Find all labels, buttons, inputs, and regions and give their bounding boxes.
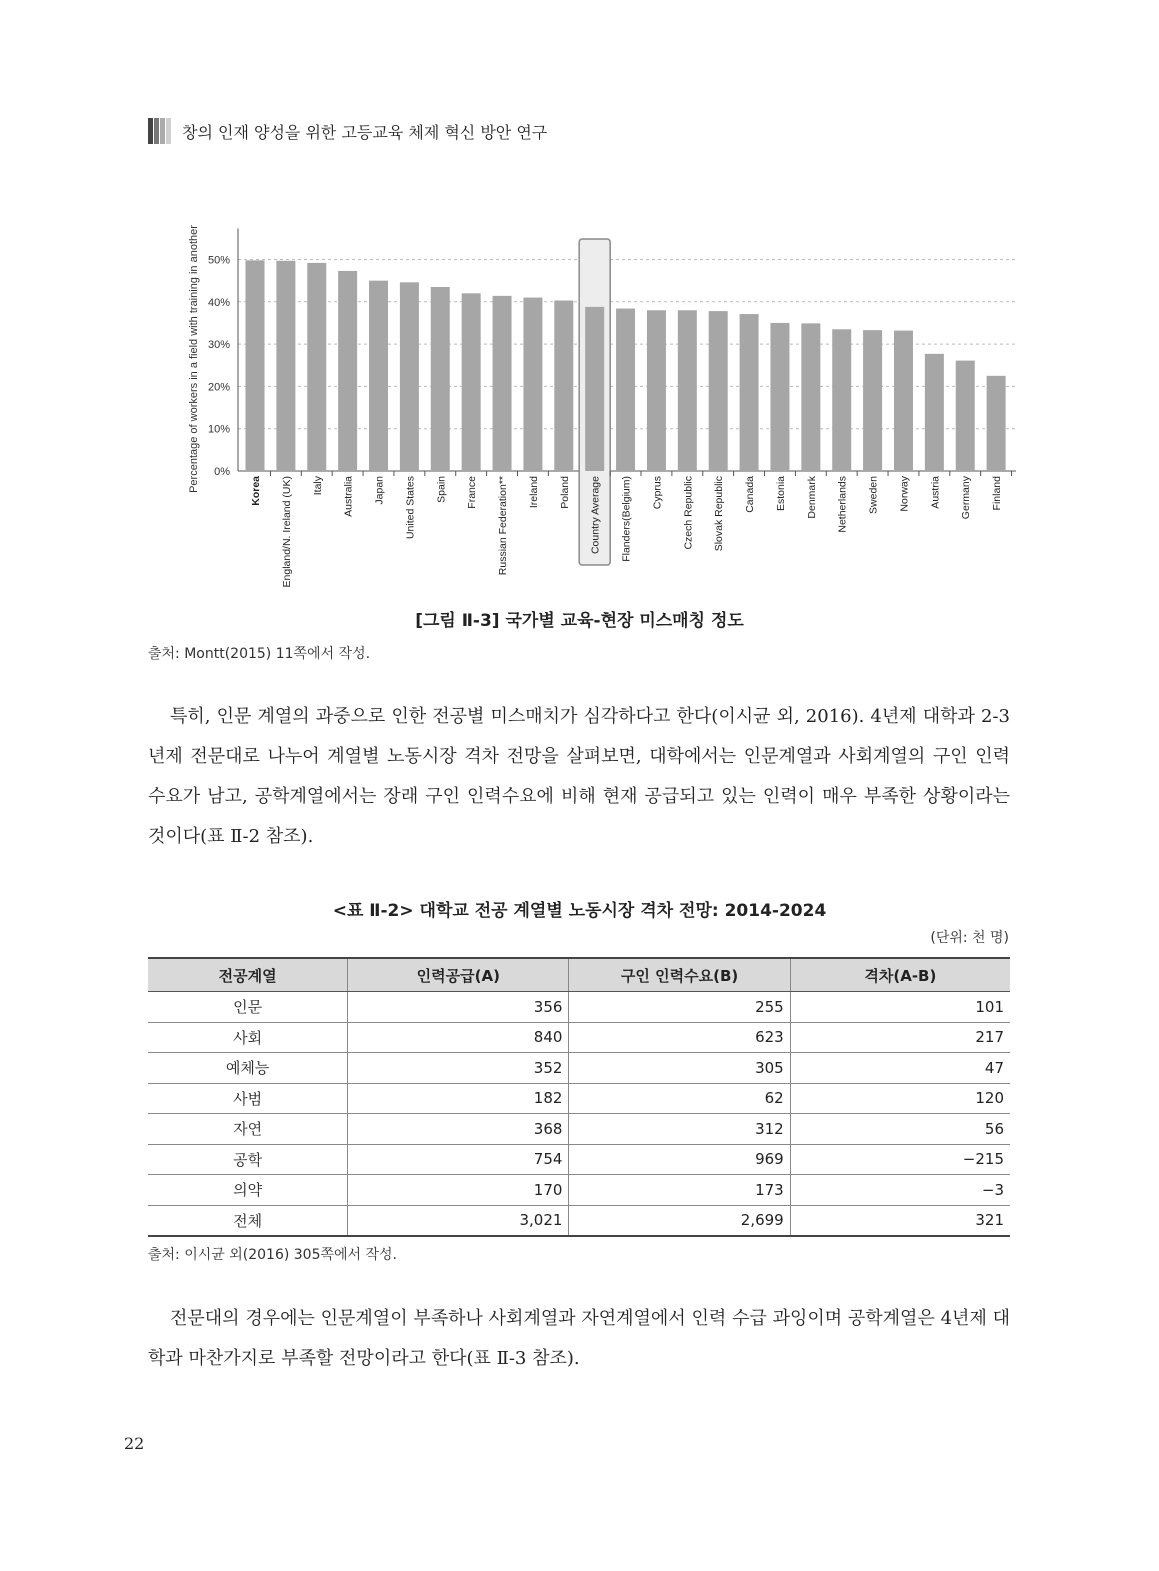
bar <box>616 309 635 471</box>
table-cell-value: 255 <box>569 992 790 1023</box>
x-tick-label: Japan <box>373 476 386 505</box>
table-header-cell: 구인 인력수요(B) <box>569 958 790 992</box>
x-tick-label: France <box>466 476 479 509</box>
bar <box>956 361 975 471</box>
table-cell-category: 사범 <box>148 1083 348 1114</box>
bar <box>770 323 789 471</box>
x-tick-label: Country Average <box>589 476 602 555</box>
table-cell-value: −215 <box>790 1144 1010 1175</box>
bar <box>338 271 357 471</box>
table-cell-value: 120 <box>790 1083 1010 1114</box>
table-header-cell: 전공계열 <box>148 958 348 992</box>
x-tick-label: Estonia <box>774 476 787 512</box>
table-cell-value: 47 <box>790 1053 1010 1084</box>
x-tick-label: Korea <box>250 476 262 506</box>
x-tick-label: Austria <box>929 476 942 509</box>
bar <box>462 293 481 471</box>
table-row <box>148 1083 1010 1114</box>
bar <box>523 298 542 471</box>
table-cell-value: 217 <box>790 1022 1010 1053</box>
table-cell-value: −3 <box>790 1175 1010 1206</box>
x-tick-label: Poland <box>558 476 571 509</box>
table-cell-category: 인문 <box>148 992 348 1023</box>
table-row <box>148 1175 1010 1206</box>
x-tick-label: Australia <box>342 476 355 517</box>
labor-gap-table <box>148 957 1010 1237</box>
bar <box>369 281 388 471</box>
table-cell-value: 3,021 <box>348 1205 569 1236</box>
table-cell-value: 368 <box>348 1114 569 1145</box>
bar <box>894 331 913 471</box>
table-cell-value: 623 <box>569 1022 790 1053</box>
table-source: 출처: 이시균 외(2016) 305쪽에서 작성. <box>148 1247 398 1263</box>
body-paragraph-1: 특히, 인문 계열의 과중으로 인한 전공별 미스매치가 심각하다고 한다(이시균 외, 2016). 4년제 대학과 2-3년제 전문대로 나누어 계열별 노동시장 격차 전망을 살펴보면, 대학에서는 인문계열과 사회계열의 구인 인력 수요가 남고, 공학계열에서는 장래 구인 인력수요에 비해 현재 공급되고 있는 인력이 매우 부족한 상황이라는 것이다(표 Ⅱ-2 참조). <box>148 706 1010 847</box>
x-tick-label: Sweden <box>867 476 880 514</box>
table-cell-value: 312 <box>569 1114 790 1145</box>
table-cell-value: 754 <box>348 1144 569 1175</box>
y-tick-label: 20% <box>207 381 230 394</box>
bar-chart <box>178 212 1028 602</box>
bar <box>678 310 697 471</box>
table-cell-value: 62 <box>569 1083 790 1114</box>
table-header-cell: 인력공급(A) <box>348 958 569 992</box>
y-tick-label: 0% <box>214 466 230 478</box>
table-row <box>148 1022 1010 1053</box>
bar <box>307 263 326 471</box>
table-cell-value: 305 <box>569 1053 790 1084</box>
table-cell-category: 공학 <box>148 1144 348 1175</box>
table-row <box>148 1114 1010 1145</box>
x-tick-label: Canada <box>744 476 757 513</box>
x-tick-label: Norway <box>898 476 911 512</box>
bar <box>554 301 573 471</box>
table-cell-value: 173 <box>569 1175 790 1206</box>
table-body <box>148 992 1010 1237</box>
bar <box>987 376 1006 471</box>
table-row <box>148 992 1010 1023</box>
y-tick-label: 30% <box>207 339 230 352</box>
running-header <box>148 118 547 144</box>
header-title: 창의 인재 양성을 위한 고등교육 체제 혁신 방안 연구 <box>182 122 548 142</box>
x-tick-label: Ireland <box>527 476 540 509</box>
figure-source: 출처: Montt(2015) 11쪽에서 작성. <box>148 646 371 662</box>
table-row <box>148 1205 1010 1236</box>
bar <box>246 260 265 471</box>
table-cell-category: 전체 <box>148 1205 348 1236</box>
header-bar-icon <box>148 118 172 144</box>
table-cell-value: 321 <box>790 1205 1010 1236</box>
bar <box>276 261 295 471</box>
bar <box>740 314 759 471</box>
bar <box>400 282 419 471</box>
x-tick-label: Germany <box>960 476 973 520</box>
table-cell-category: 자연 <box>148 1114 348 1145</box>
table-cell-category: 의약 <box>148 1175 348 1206</box>
table-unit: (단위: 천 명) <box>930 930 1009 946</box>
y-tick-label: 40% <box>207 296 230 309</box>
x-tick-label: Denmark <box>805 476 818 519</box>
table-header-row <box>148 958 1010 992</box>
table-cell-value: 2,699 <box>569 1205 790 1236</box>
x-tick-label: Russian Federation** <box>497 476 510 576</box>
y-axis-label: Percentage of workers in a field with training in another <box>188 225 200 493</box>
table-row <box>148 1053 1010 1084</box>
table-cell-value: 352 <box>348 1053 569 1084</box>
table-cell-value: 356 <box>348 992 569 1023</box>
x-tick-label: United States <box>404 476 417 540</box>
table-caption: <표 Ⅱ-2> 대학교 전공 계열별 노동시장 격차 전망: 2014-2024 <box>332 901 827 921</box>
x-tick-label: Flanders(Belgium) <box>620 476 633 562</box>
x-tick-label: Netherlands <box>836 476 849 533</box>
y-tick-label: 10% <box>207 423 230 436</box>
bar <box>647 310 666 471</box>
bar <box>863 330 882 471</box>
table-cell-category: 예체능 <box>148 1053 348 1084</box>
bar <box>709 311 728 471</box>
bar <box>431 287 450 471</box>
bar <box>493 296 512 471</box>
bar <box>925 354 944 471</box>
y-tick-label: 50% <box>207 254 230 267</box>
x-tick-label: England/N. Ireland (UK) <box>280 476 293 588</box>
page-number: 22 <box>124 1434 145 1453</box>
x-tick-label: Slovak Republic <box>713 476 726 552</box>
x-tick-label: Finland <box>991 476 1004 511</box>
x-tick-label: Spain <box>435 476 448 503</box>
table-cell-value: 969 <box>569 1144 790 1175</box>
x-tick-label: Italy <box>311 476 324 496</box>
table-cell-value: 182 <box>348 1083 569 1114</box>
table-cell-value: 101 <box>790 992 1010 1023</box>
table-cell-value: 170 <box>348 1175 569 1206</box>
table-cell-value: 56 <box>790 1114 1010 1145</box>
x-tick-label: Czech Republic <box>682 476 695 550</box>
figure-caption: [그림 Ⅱ-3] 국가별 교육-현장 미스매칭 정도 <box>415 611 744 631</box>
bar <box>832 329 851 471</box>
body-paragraph-2: 전문대의 경우에는 인문계열이 부족하나 사회계열과 자연계열에서 인력 수급 과잉이며 공학계열은 4년제 대학과 마찬가지로 부족할 전망이라고 한다(표 Ⅱ-3 참조). <box>148 1308 1010 1369</box>
bar <box>801 323 820 471</box>
table-row <box>148 1144 1010 1175</box>
table-header-cell: 격차(A-B) <box>790 958 1010 992</box>
bar <box>585 307 604 471</box>
table-cell-value: 840 <box>348 1022 569 1053</box>
table-cell-category: 사회 <box>148 1022 348 1053</box>
x-tick-label: Cyprus <box>651 476 664 510</box>
